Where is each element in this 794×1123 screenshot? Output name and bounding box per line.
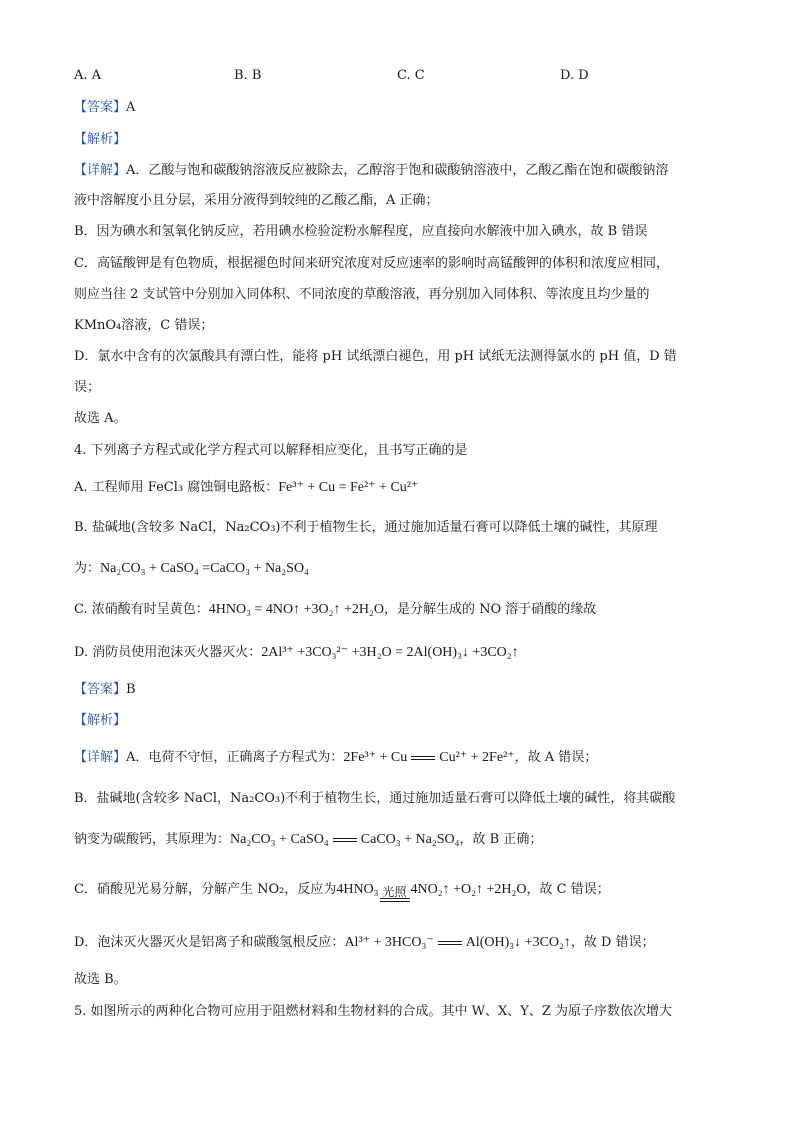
detail-b-text: 钠变为碳酸钙，其原理为： — [74, 832, 231, 847]
detail-c-eq-left: 4HNO₃ — [336, 882, 379, 897]
condition-label: 光照 — [382, 885, 407, 899]
detail-text: A．乙酸与饱和碳酸钠溶液反应被除去，乙醇溶于饱和碳酸钠溶液中，乙酸乙酯在饱和碳酸钠溶 — [126, 163, 669, 178]
detail-d-tail: ，故 D 错误； — [570, 935, 655, 950]
q4-option-b-line1: B. 盐碱地(含较多 NaCl，Na₂CO₃)不利于植物生长，通过施加适量石膏可以降低土壤的碱性，其原理 — [74, 520, 658, 535]
q3-detail-b1: B．因为碘水和氢氧化钠反应，若用碘水检验淀粉水解程度，应直接向水解液中加入碘水，故 B 错误 — [74, 224, 648, 239]
option-d-equation: 2Al³⁺ +3CO₃²⁻ +3H₂O = 2Al(OH)₃↓ +3CO₂↑ — [261, 645, 519, 660]
q4-conclusion: 故选 B。 — [74, 972, 127, 987]
detail-c-eq-right: 4NO₂↑ +O₂↑ +2H₂O — [410, 882, 527, 897]
q4-detail-a — [74, 748, 597, 768]
q3-detail-a2: 液中溶解度小且分层，采用分液得到较纯的乙酸乙酯，A 正确； — [74, 193, 439, 208]
option-a-equation: Fe³⁺ + Cu = Fe²⁺ + Cu²⁺ — [278, 480, 419, 495]
q4-detail-b2 — [74, 830, 542, 850]
option-b-equation: Na₂CO₃ + CaSO₄ =CaCO₃ + Na₂SO₄ — [100, 561, 309, 576]
q3-answer — [74, 98, 135, 118]
detail-c-tail: ，故 C 错误； — [526, 882, 610, 897]
detail-d-eq-left: Al³⁺ + 3HCO₃⁻ — [344, 935, 434, 950]
detail-b-tail: ，故 B 正确； — [459, 832, 543, 847]
answer-tag: 【答案】 — [74, 100, 127, 115]
q5-stem: 5. 如图所示的两种化合物可应用于阻燃材料和生物材料的合成。其中 W、X、Y、Z 为原子序数依次增大 — [74, 1004, 673, 1019]
detail-d-text: D．泡沫灭火器灭火是铝离子和碳酸氢根反应： — [74, 935, 345, 950]
detail-a-eq-left: 2Fe³⁺ + Cu — [343, 750, 408, 765]
analysis-tag: 【解析】 — [74, 132, 127, 147]
q4-option-d — [74, 643, 519, 663]
option-c: C. C — [397, 68, 425, 83]
q4-answer — [74, 680, 136, 700]
detail-b-eq-right: CaCO₃ + Na₂SO₄ — [360, 832, 460, 847]
equals-bar — [411, 756, 435, 760]
condition-bar — [380, 898, 410, 902]
q4-detail-b1: B．盐碱地(含较多 NaCl，Na₂CO₃)不利于植物生长，通过施加适量石膏可以降低土壤的碱性，将其碳酸 — [74, 791, 676, 806]
answer-value: B — [126, 682, 136, 697]
q3-detail-d2: 误； — [74, 380, 101, 395]
q4-option-a — [74, 478, 418, 498]
q3-detail-c3: KMnO₄溶液，C 错误； — [74, 318, 214, 333]
q4-detail-c — [74, 878, 610, 902]
answer-value: A — [126, 100, 136, 115]
equals-bar — [333, 838, 357, 842]
detail-c-text: C．硝酸见光易分解，分解产生 NO₂，反应为 — [74, 882, 337, 897]
option-a: A. A — [74, 68, 102, 83]
q3-options-row — [74, 66, 734, 86]
option-c-equation: 4HNO₃ = 4NO↑ +3O₂↑ +2H₂O — [208, 602, 384, 617]
option-b-text: 为： — [74, 561, 101, 576]
q3-detail-c1: C．高锰酸钾是有色物质，根据褪色时间来研究浓度对反应速率的影响时高锰酸钾的体积和浓度应相同， — [74, 256, 669, 271]
option-d: D. D — [560, 68, 589, 83]
q4-stem: 4. 下列离子方程式或化学方程式可以解释相应变化，且书写正确的是 — [74, 443, 468, 458]
detail-tag: 【详解】 — [74, 750, 127, 765]
option-d-text: D. 消防员使用泡沫灭火器灭火： — [74, 645, 262, 660]
detail-b-eq-left: Na₂CO₃ + CaSO₄ — [230, 832, 329, 847]
q3-detail-d1: D．氯水中含有的次氯酸具有漂白性，能将 pH 试纸漂白褪色，用 pH 试纸无法测得氯水的 pH 值，D 错 — [74, 349, 677, 364]
equals-bar — [438, 941, 462, 945]
option-b: B. B — [234, 68, 262, 83]
option-c-tail: ，是分解生成的 NO 溶于硝酸的缘故 — [383, 602, 597, 617]
q4-detail-d — [74, 933, 655, 953]
answer-tag: 【答案】 — [74, 682, 127, 697]
q4-option-c — [74, 600, 596, 620]
q3-detail-a1 — [74, 161, 668, 181]
detail-d-eq-right: Al(OH)₃↓ +3CO₂↑ — [465, 935, 571, 950]
q3-detail-c2: 则应当往 2 支试管中分别加入同体积、不同浓度的草酸溶液，再分别加入同体积、等浓度且均少量的 — [74, 287, 650, 302]
option-c-text: C. 浓硝酸有时呈黄色： — [74, 602, 209, 617]
reaction-condition — [380, 886, 410, 902]
detail-a-text: A．电荷不守恒，正确离子方程式为： — [126, 750, 344, 765]
q4-option-b-line2 — [74, 559, 309, 579]
detail-a-eq-right: Cu²⁺ + 2Fe²⁺ — [439, 750, 515, 765]
option-a-text: A. 工程师用 FeCl₃ 腐蚀铜电路板： — [74, 480, 279, 495]
analysis-tag: 【解析】 — [74, 713, 127, 728]
q4-analysis-tag — [74, 711, 126, 731]
q3-conclusion: 故选 A。 — [74, 411, 127, 426]
detail-tag: 【详解】 — [74, 163, 127, 178]
q3-analysis-tag — [74, 130, 126, 150]
detail-a-tail: ，故 A 错误； — [514, 750, 598, 765]
